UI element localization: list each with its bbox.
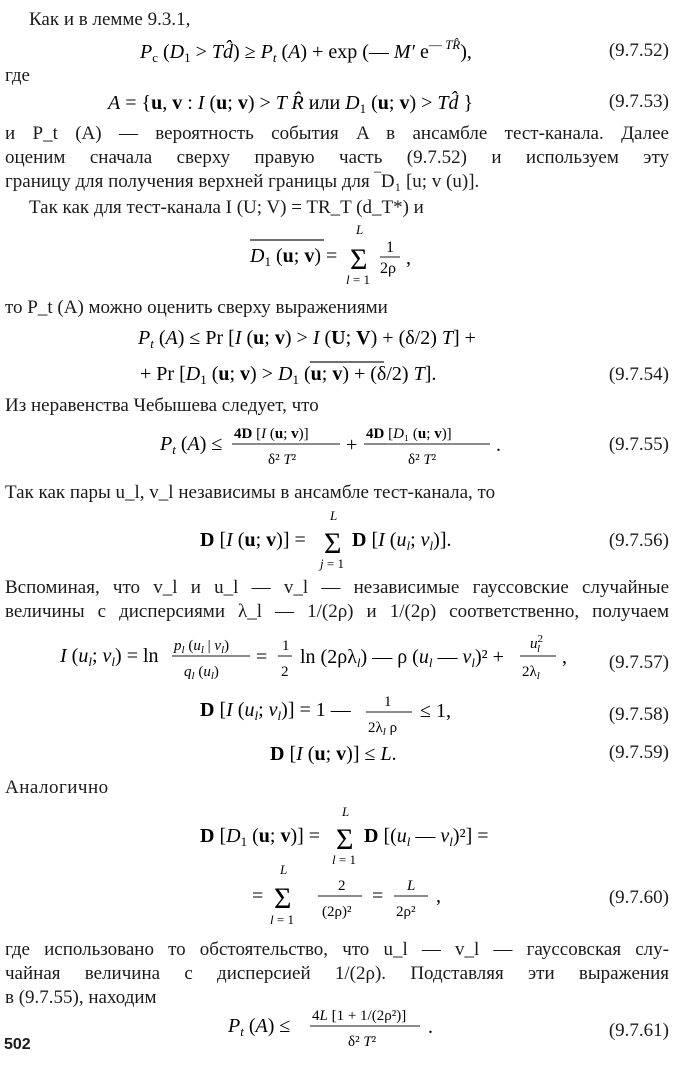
text-line: Из неравенства Чебышева следует, что [5, 395, 319, 416]
svg-text:≤ 1,: ≤ 1, [420, 700, 451, 722]
text-line: и P_t (A) — вероятность события A в ансамбле тест-канала. Далее [5, 123, 669, 144]
formula-svg [200, 804, 520, 866]
svg-text:D [(ul — vl)²] =: D [($u_l$ — $v_l)^2$] = [364, 825, 489, 849]
formula-svg [60, 626, 590, 686]
equation-number: (9.7.55) [608, 434, 669, 455]
svg-text:ql (ul): $q_l$ $(u_l)$ [184, 664, 219, 682]
formula-9-7-54-line1 [138, 322, 558, 360]
svg-text:2: 2 [281, 664, 289, 680]
svg-text:Pt (A) ≤: $P_t$ (A) ≤ [228, 1015, 291, 1039]
svg-text:Σ: Σ [324, 527, 342, 560]
svg-text:I (ul; vl) = ln: I ($u_l$; $v_l) = \ln$ [60, 645, 159, 669]
svg-text:D [I (ul; vl)] = 1 —: D [I ($u_l$; $v_l)] = 1$ — [200, 699, 351, 723]
svg-text:l = 1: l = 1 [332, 852, 356, 867]
formula-mean-distortion [240, 222, 460, 292]
svg-text:+: + [346, 434, 358, 456]
text-line: Так как пары u_l, v_l независимы в ансамбле тест-канала, то [5, 482, 496, 503]
svg-text:=: = [372, 885, 384, 907]
svg-text:j = 1: j = 1 [320, 556, 344, 571]
text-line: то P_t (A) можно оценить сверху выражениями [5, 297, 388, 318]
svg-text:Σ: Σ [336, 823, 354, 856]
svg-text:+ Pr [D1 (u; v) > D1 (u; v) +: + Pr [$D_1$ (u; $v) > D_1$ (u; v) + (δ/2) T]. [140, 363, 437, 387]
svg-text:2λl: $2\lambda_l$ [522, 664, 540, 682]
equation-number: (9.7.61) [608, 1020, 669, 1041]
svg-text:4D [I (u; v)]: 4D [I (u; v)] [234, 426, 309, 442]
svg-text:,: , [436, 885, 441, 907]
equation-number: (9.7.52) [608, 40, 669, 61]
text-line: границу для получения верхней границы для ‾D₁ [u; v (u)]. [5, 171, 480, 192]
svg-text:ln (2ρλl) — ρ (ul — vl)² +: $\ln (2\rho\lambda_l)$ — ρ ($u_l$ — $v_l)^2$ + [300, 646, 504, 670]
text-line: Вспоминая, что v_l и u_l — v_l — независимые гауссовские случайные [5, 577, 669, 598]
text-line: Аналогично [5, 777, 109, 798]
formula-9-7-60-line2 [252, 862, 492, 936]
svg-text:L: L [280, 862, 288, 877]
formula-9-7-54-line2 [140, 358, 540, 398]
formula-9-7-59 [270, 738, 470, 776]
equation-number: (9.7.54) [608, 364, 669, 385]
svg-text:Pc (D1 > Td̂) ≥ Pt (A) + exp (: $P_c$ ($D_1$ > Td̂) ≥ $P_t$ (A) + exp (— M′ e— TR̂), [140, 37, 472, 65]
formula-9-7-52 [140, 36, 550, 76]
formula-svg [140, 358, 540, 390]
svg-text:4L [1 + 1/(2ρ²)]: 4L [1 + 1/(2ρ²)] [312, 1008, 407, 1024]
svg-text:1: 1 [282, 638, 290, 654]
svg-text:4D [D₁ (u; v)]: 4D [D₁ (u; v)] [366, 426, 452, 442]
formula-svg [240, 222, 460, 287]
text-line: чайная величина с дисперсией 1/(2ρ). Подставляя эти выражения [5, 963, 669, 984]
svg-text:l = 1: l = 1 [346, 272, 370, 287]
svg-text:1: 1 [384, 694, 392, 710]
svg-text:D [I (u; v)] =: D [I (u; v)] = [200, 529, 306, 551]
svg-text:D [I (u; v)] ≤ L.: D [I (u; v)] ≤ L. [270, 743, 397, 765]
formula-svg [270, 738, 470, 768]
equation-number: (9.7.56) [608, 530, 669, 551]
formula-9-7-61 [228, 1004, 488, 1064]
svg-text:l = 1: l = 1 [270, 912, 294, 927]
svg-text:L: L [330, 508, 338, 523]
svg-text:L: L [407, 878, 416, 894]
equation-number: (9.7.59) [608, 742, 669, 763]
svg-text:δ² T²: δ² T² [268, 452, 297, 468]
svg-text:pl (ul | vl): $p_l$ ($u_l$ | $v_l$) [174, 638, 230, 656]
formula-svg [140, 36, 550, 68]
svg-text:Pt (A) ≤ Pr [I (u; v) > I (U;: $P_t$ (A) ≤ Pr [I (u; v) > I (U; V) + (δ/2) T] + [138, 327, 476, 351]
svg-text:1: 1 [386, 239, 394, 256]
formula-9-7-56 [200, 508, 520, 578]
equation-number: (9.7.60) [608, 887, 669, 908]
equation-number: (9.7.57) [608, 652, 669, 673]
svg-text:,: , [406, 247, 411, 269]
equation-number: (9.7.53) [608, 91, 669, 112]
svg-text:δ² T²: δ² T² [408, 452, 437, 468]
svg-text:A = {u, v : I (u; v) > T R̂: A = {u, v : I (u; v) > T R̂ или $D_1$ (u; v) > Td̂ } [108, 92, 474, 116]
svg-text:L: L [342, 804, 350, 819]
svg-text:,: , [562, 646, 567, 668]
text-line: в (9.7.55), находим [5, 987, 157, 1008]
formula-svg [252, 862, 492, 928]
text-line: где использовано то обстоятельство, что u_l — v_l — гауссовская слу- [5, 939, 669, 960]
svg-text:=: = [256, 646, 268, 668]
text-line: Так как для тест-канала I (U; V) = TR_T (d_T*) и [29, 197, 424, 218]
formula-svg [200, 508, 520, 570]
svg-text:2ρ: 2ρ [380, 260, 396, 277]
svg-text:.: . [428, 1016, 433, 1038]
svg-text:2λl ρ: $2\lambda_l$ ρ [368, 720, 398, 738]
formula-svg [228, 1004, 488, 1056]
svg-text:Σ: Σ [274, 882, 292, 915]
svg-text:D1 (u; v) =: $D_1$ (u; v) = [250, 245, 338, 269]
formula-svg [108, 87, 578, 119]
svg-text:D [D1 (u; v)] =: D [$D_1$ (u; v)] = [200, 825, 321, 849]
svg-text:Σ: Σ [350, 243, 368, 276]
svg-text:D [I (ul; vl)].: D [I ($u_l$; $v_l$)]. [352, 529, 452, 553]
svg-text:.: . [496, 434, 501, 456]
text-line: оценим сначала сверху правую часть (9.7.52) и используем эту [5, 147, 669, 168]
formula-svg [138, 322, 558, 352]
svg-text:2: 2 [338, 878, 346, 894]
text-line: величины с дисперсиями λ_l — 1/(2ρ) и 1/(2ρ) соответственно, получаем [5, 601, 669, 622]
svg-text:u2l: $u^2$ l [530, 633, 543, 655]
svg-text:(2ρ)²: (2ρ)² [322, 904, 352, 920]
page-number: 502 [4, 1036, 31, 1053]
formula-9-7-53 [108, 87, 578, 127]
svg-text:L: L [356, 222, 364, 237]
formula-9-7-55 [160, 420, 520, 482]
text-line: где [5, 65, 30, 86]
text-line: Как и в лемме 9.3.1, [29, 9, 191, 30]
formula-svg [160, 420, 520, 474]
formula-9-7-57 [60, 626, 590, 694]
svg-text:Pt (A) ≤: $P_t$ (A) ≤ [160, 433, 223, 457]
svg-text:δ² T²: δ² T² [348, 1034, 377, 1050]
svg-text:2ρ²: 2ρ² [396, 904, 416, 920]
svg-text:=: = [252, 885, 264, 907]
equation-number: (9.7.58) [608, 704, 669, 725]
formula-svg [200, 690, 500, 740]
